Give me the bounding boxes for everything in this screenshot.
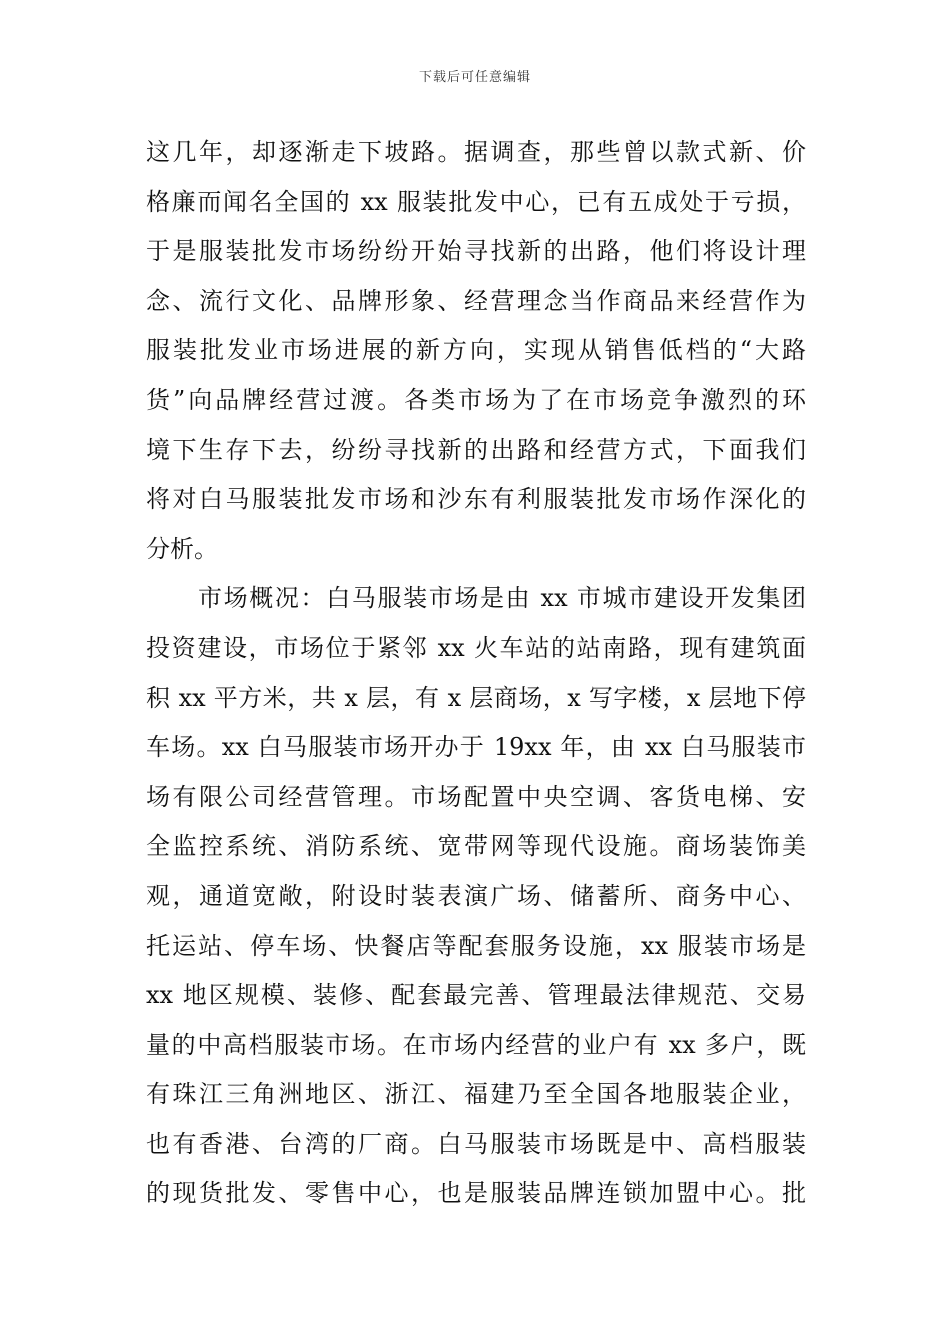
- text-line: 这几年，却逐渐走下坡路。据调查，那些曾以款式新、价: [146, 138, 806, 166]
- text-line: xx 地区规模、装修、配套最完善、管理最法律规范、交易: [146, 981, 806, 1010]
- text-line: 市场概况：白马服装市场是由 xx 市城市建设开发集团: [198, 584, 806, 613]
- text-line: 将对白马服装批发市场和沙东有利服装批发市场作深化的: [146, 485, 806, 514]
- text-line: 格廉而闻名全国的 xx 服装批发中心，已有五成处于亏损，: [146, 187, 806, 216]
- text-line: 量的中高档服装市场。在市场内经营的业户有 xx 多户，既: [146, 1030, 806, 1059]
- text-line: 全监控系统、消防系统、宽带网等现代设施。商场装饰美: [146, 832, 806, 861]
- text-line: 观，通道宽敞，附设时装表演广场、储蓄所、商务中心、: [146, 881, 806, 910]
- text-line: 的现货批发、零售中心，也是服装品牌连锁加盟中心。批: [146, 1179, 806, 1208]
- text-line: 货”向品牌经营过渡。各类市场为了在市场竞争激烈的环: [146, 385, 806, 414]
- text-line: 分析。: [146, 534, 218, 563]
- text-line: 车场。xx 白马服装市场开办于 19xx 年，由 xx 白马服装市: [146, 733, 806, 762]
- text-line: 服装批发业市场进展的新方向，实现从销售低档的“大路: [146, 336, 806, 365]
- text-line: 积 xx 平方米，共 x 层，有 x 层商场，x 写字楼，x 层地下停: [146, 683, 806, 712]
- text-line: 念、流行文化、品牌形象、经营理念当作商品来经营作为: [146, 286, 806, 315]
- paragraph-1: [146, 128, 806, 574]
- text-line: 境下生存下去，纷纷寻找新的出路和经营方式，下面我们: [146, 435, 806, 464]
- text-line: 场有限公司经营管理。市场配置中央空调、客货电梯、安: [146, 782, 806, 811]
- text-line: 于是服装批发市场纷纷开始寻找新的出路，他们将设计理: [146, 237, 806, 266]
- text-line: 投资建设，市场位于紧邻 xx 火车站的站南路，现有建筑面: [146, 633, 806, 662]
- text-line: 有珠江三角洲地区、浙江、福建乃至全国各地服装企业，: [146, 1080, 806, 1109]
- text-line: 也有香港、台湾的厂商。白马服装市场既是中、高档服装: [146, 1129, 806, 1158]
- paragraph-2: [146, 574, 806, 1219]
- document-body: [146, 128, 806, 1219]
- page-header-note: 下载后可任意编辑: [418, 70, 531, 85]
- text-line: 托运站、停车场、快餐店等配套服务设施，xx 服装市场是: [146, 931, 806, 960]
